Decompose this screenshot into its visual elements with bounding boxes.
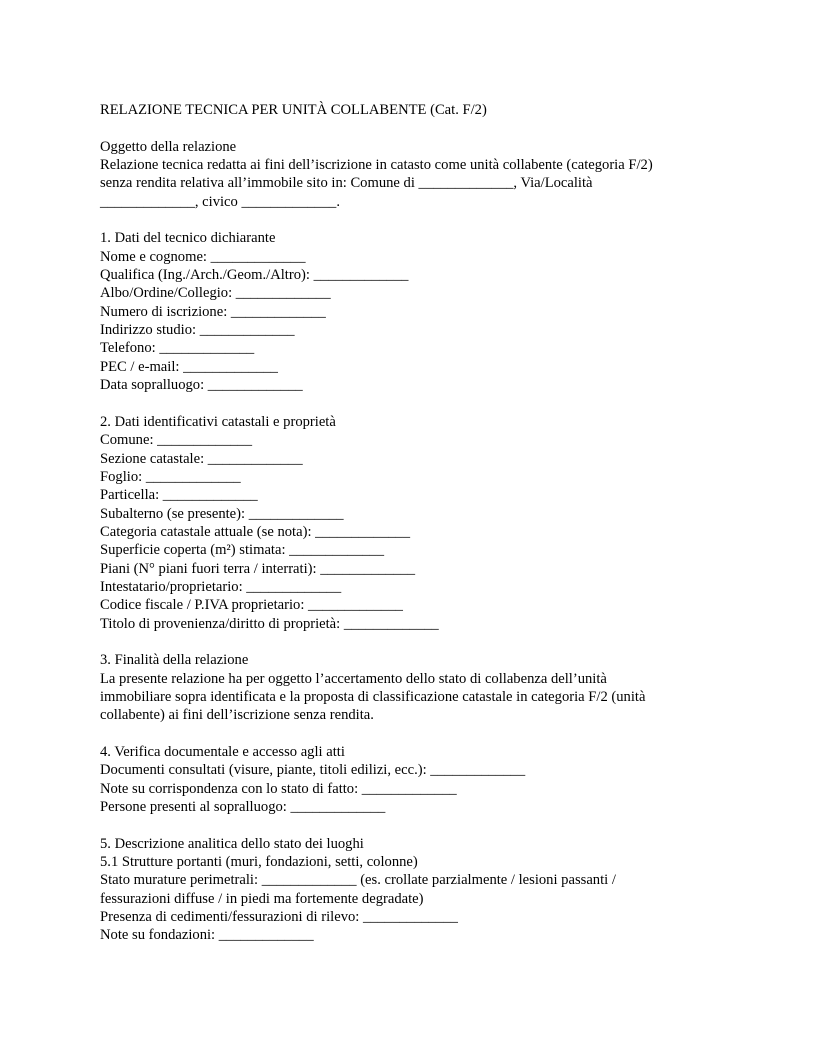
field-note-corrispondenza: Note su corrispondenza con lo stato di fatto: _____________ (100, 780, 457, 797)
section-heading-descrizione: 5. Descrizione analitica dello stato dei luoghi (100, 835, 364, 852)
paragraph-spacer (100, 633, 720, 651)
intro-line: senza rendita relativa all’immobile sito in: Comune di _____________, Via/Località (100, 175, 593, 192)
field-titolo-provenienza: Titolo di provenienza/diritto di proprietà: _____________ (100, 615, 439, 632)
document-page (100, 101, 720, 945)
section-heading-verifica: 4. Verifica documentale e accesso agli atti (100, 744, 345, 761)
field-cedimenti: Presenza di cedimenti/fessurazioni di rilevo: _____________ (100, 909, 458, 926)
field-subalterno: Subalterno (se presente): _____________ (100, 505, 344, 522)
section-heading-tecnico: 1. Dati del tecnico dichiarante (100, 230, 276, 247)
field-documenti-consultati: Documenti consultati (visure, piante, titoli edilizi, ecc.): _____________ (100, 762, 526, 779)
paragraph-spacer (100, 816, 720, 834)
field-categoria-catastale: Categoria catastale attuale (se nota): _____________ (100, 523, 411, 540)
section-heading-catastali: 2. Dati identificativi catastali e proprietà (100, 413, 336, 430)
field-superficie-coperta: Superficie coperta (m²) stimata: _____________ (100, 542, 385, 559)
field-data-sopralluogo: Data sopralluogo: _____________ (100, 377, 303, 394)
document-title: RELAZIONE TECNICA PER UNITÀ COLLABENTE (Cat. F/2) (100, 102, 487, 118)
field-stato-murature-continued: fessurazioni diffuse / in piedi ma fortemente degradate) (100, 890, 424, 907)
field-stato-murature: Stato murature perimetrali: _____________ (es. crollate parzialmente / lesioni passanti / (100, 872, 616, 889)
field-nome-cognome: Nome e cognome: _____________ (100, 248, 306, 265)
paragraph-spacer (100, 211, 720, 229)
field-foglio: Foglio: _____________ (100, 468, 241, 485)
finalita-text-line: immobiliare sopra identificata e la proposta di classificazione catastale in categoria F/2 (unità (100, 689, 646, 705)
field-numero-iscrizione: Numero di iscrizione: _____________ (100, 303, 326, 320)
field-comune: Comune: _____________ (100, 432, 253, 449)
intro-line: _____________, civico _____________. (100, 193, 340, 210)
field-pec-email: PEC / e-mail: _____________ (100, 358, 278, 375)
field-piani: Piani (N° piani fuori terra / interrati): _____________ (100, 560, 416, 577)
paragraph-spacer (100, 725, 720, 743)
intro-heading: Oggetto della relazione (100, 138, 237, 155)
field-codice-fiscale: Codice fiscale / P.IVA proprietario: _____________ (100, 597, 403, 614)
field-qualifica: Qualifica (Ing./Arch./Geom./Altro): _____________ (100, 267, 409, 284)
paragraph-spacer (100, 119, 720, 137)
field-particella: Particella: _____________ (100, 487, 258, 504)
finalita-text-line: collabente) ai fini dell’iscrizione senza rendita. (100, 707, 374, 724)
subsection-heading-strutture: 5.1 Strutture portanti (muri, fondazioni, setti, colonne) (100, 854, 418, 871)
intro-line: Relazione tecnica redatta ai fini dell’iscrizione in catasto come unità collabente (categoria F/2) (100, 157, 653, 174)
field-albo: Albo/Ordine/Collegio: _____________ (100, 285, 331, 302)
field-sezione-catastale: Sezione catastale: _____________ (100, 450, 303, 467)
section-heading-finalita: 3. Finalità della relazione (100, 652, 249, 669)
field-telefono: Telefono: _____________ (100, 340, 255, 357)
finalita-text-line: La presente relazione ha per oggetto l’accertamento dello stato di collabenza dell’unità (100, 670, 607, 687)
field-intestatario: Intestatario/proprietario: _____________ (100, 578, 342, 595)
paragraph-spacer (100, 395, 720, 413)
field-indirizzo-studio: Indirizzo studio: _____________ (100, 322, 295, 339)
field-persone-presenti: Persone presenti al sopralluogo: _____________ (100, 799, 386, 816)
field-note-fondazioni: Note su fondazioni: _____________ (100, 927, 314, 944)
